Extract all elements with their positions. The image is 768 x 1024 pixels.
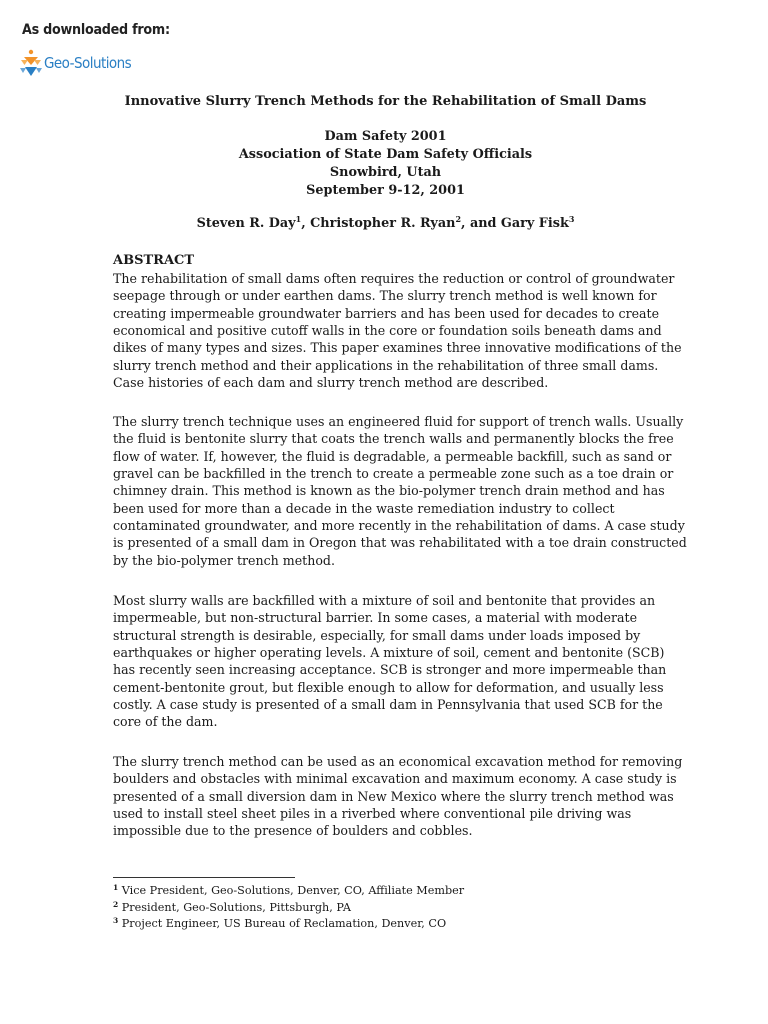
text-line: flow of water. If, however, the fluid is degradable, a permeable backfill, such as sand or: [113, 448, 672, 464]
abstract-paragraph-3: [113, 592, 667, 731]
text-line: impossible due to the presence of boulders and cobbles.: [113, 823, 473, 839]
footnote-3: [113, 916, 658, 933]
text-line: The slurry trench technique uses an engineered fluid for support of trench walls. Usually: [113, 414, 684, 429]
footnote-1: [113, 883, 658, 900]
footnote-separator: [113, 877, 295, 878]
footnotes: [113, 883, 658, 933]
author-line: Steven R. Day$^1$, Christopher R. Ryan$^2$, and Gary Fisk$^3$: [196, 214, 575, 231]
geo-solutions-logo-icon: [20, 48, 42, 78]
text-line: has recently seen increasing acceptance. SCB is stronger and more impermeable than: [113, 662, 667, 678]
conference-block: [113, 128, 658, 200]
author-2-footnote-mark: 2: [455, 214, 462, 224]
abstract-heading: ABSTRACT: [113, 253, 195, 268]
text-line: contaminated groundwater, and more recently in the rehabilitation of dams. A case study: [113, 518, 685, 534]
text-line: slurry trench method and their applications in the rehabilitation of three small dams.: [113, 357, 659, 373]
text-line: costly. A case study is presented of a small dam in Pennsylvania that used SCB for the: [113, 697, 663, 713]
text-line: used to install steel sheet piles in a riverbed where conventional pile driving was: [113, 806, 632, 822]
author-2: Christopher R. Ryan: [310, 216, 456, 231]
footnote-text: President, Geo-Solutions, Pittsburgh, PA: [121, 900, 351, 914]
author-1: Steven R. Day: [196, 216, 296, 231]
conference-name: Dam Safety 2001: [324, 129, 447, 144]
download-banner: [18, 0, 170, 96]
text-line: economical and positive cutoff walls in the core or foundation soils beneath dams and: [113, 323, 662, 339]
text-line: seepage through or under earthen dams. The slurry trench method is well known for: [113, 288, 657, 304]
paper-title: Innovative Slurry Trench Methods for the Rehabilitation of Small Dams: [124, 94, 647, 109]
conference-dates: September 9-12, 2001: [306, 183, 465, 198]
text-line: Case histories of each dam and slurry trench method are described.: [113, 375, 549, 391]
text-line: dikes of many types and sizes. This paper examines three innovative modifications of the: [113, 340, 682, 356]
text-line: cement-bentonite grout, but flexible enough to allow for deformation, and usually less: [113, 679, 664, 695]
text-line: The slurry trench method can be used as an economical excavation method for removing: [113, 754, 683, 769]
text-line: chimney drain. This method is known as the bio-polymer trench drain method and has: [113, 483, 665, 499]
author-3-footnote-mark: 3: [568, 214, 575, 224]
text-line: been used for more than a decade in the waste remediation industry to collect: [113, 500, 615, 516]
abstract-paragraph-1: [113, 270, 682, 391]
footnote-text: Vice President, Geo-Solutions, Denver, CO, Affiliate Member: [121, 884, 465, 897]
text-line: structural strength is desirable, especially, for small dams under loads imposed by: [113, 627, 641, 643]
text-line: boulders and obstacles with minimal excavation and maximum economy. A case study is: [113, 771, 677, 787]
text-line: creating impermeable groundwater barriers and has been used for decades to create: [113, 305, 660, 321]
text-line: core of the dam.: [113, 714, 218, 730]
text-line: presented of a small diversion dam in New Mexico where the slurry trench method was: [113, 788, 674, 804]
author-3: and Gary Fisk: [469, 216, 569, 231]
text-line: the fluid is bentonite slurry that coats the trench walls and permanently blocks the free: [113, 431, 674, 447]
downloaded-from-label: As downloaded from:: [22, 22, 170, 38]
text-line: gravel can be backfilled in the trench to create a permeable zone such as a toe drain or: [113, 466, 674, 482]
geo-solutions-logo[interactable]: [20, 48, 148, 78]
text-line: is presented of a small dam in Oregon that was rehabilitated with a toe drain constructed: [113, 535, 687, 551]
abstract-paragraph-2: [113, 413, 687, 569]
footnote-mark: 3: [113, 916, 119, 925]
abstract-paragraph-4: [113, 753, 683, 840]
text-line: by the bio-polymer trench method.: [113, 552, 335, 568]
text-line: The rehabilitation of small dams often requires the reduction or control of groundwater: [113, 271, 675, 286]
text-line: Most slurry walls are backfilled with a mixture of soil and bentonite that provides an: [113, 593, 656, 608]
text-line: impermeable, but non-structural barrier. In some cases, a material with moderate: [113, 610, 638, 626]
footnote-mark: 2: [113, 899, 119, 909]
geo-solutions-logo-text: Geo-Solutions: [44, 54, 132, 72]
footnote-text: Project Engineer, US Bureau of Reclamation, Denver, CO: [121, 917, 447, 930]
footnote-2: [113, 900, 658, 917]
conference-location: Snowbird, Utah: [329, 165, 442, 180]
footnote-mark: 1: [113, 883, 119, 892]
association-name: Association of State Dam Safety Officials: [238, 147, 533, 162]
author-1-footnote-mark: 1: [295, 214, 302, 224]
text-line: earthquakes or higher operating levels. A mixture of soil, cement and bentonite (SCB): [113, 645, 665, 661]
